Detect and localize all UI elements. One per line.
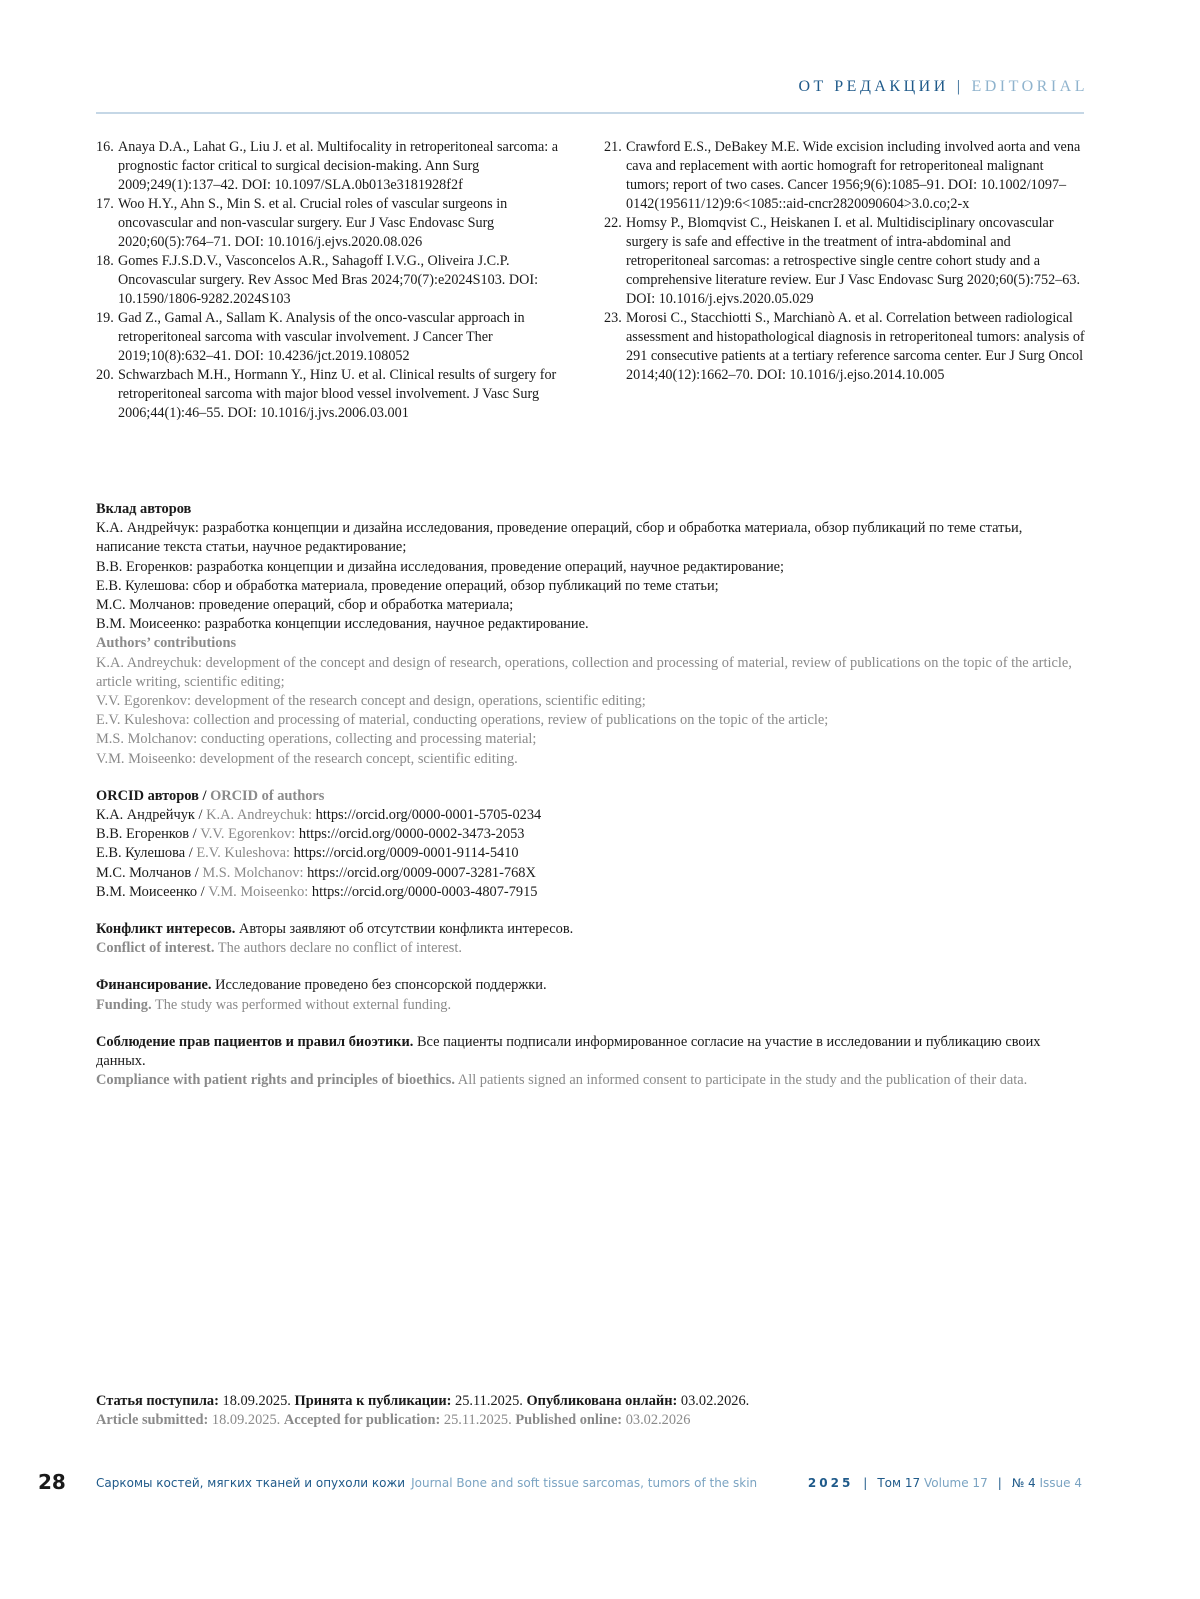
contribution-en: K.A. Andreychuk: development of the concept and design of research, operations, collection and processing of material, review of publications on the topic of the article, article writing, scientific editing; xyxy=(96,654,1072,690)
header-divider xyxy=(96,112,1084,114)
orcid-link[interactable]: https://orcid.org/0000-0002-3473-2053 xyxy=(298,826,525,843)
orcid-link[interactable]: https://orcid.org/0009-0001-9114-5410 xyxy=(293,845,519,862)
volume-ru: Том 17 xyxy=(877,1476,921,1490)
section-title-ru: ОТ РЕДАКЦИИ xyxy=(798,78,949,95)
orcid-row: Е.В. Кулешова / E.V. Kuleshova: https://orcid.org/0009-0001-9114-5410 xyxy=(96,845,519,862)
issue-info: 2025 | Том 17 Volume 17 | № 4 Issue 4 xyxy=(807,1476,1082,1490)
reference-text: Schwarzbach M.H., Hormann Y., Hinz U. et al. Clinical results of surgery for retroperitoneal sarcoma with major blood vessel involvement. J Vasc Surg 2006;44(1):46–55. DOI: 10.1016/j.jvs.2006.03.001 xyxy=(118,367,557,421)
reference-item: 18. Gomes F.J.S.D.V., Vasconcelos A.R., Sahagoff I.V.G., Oliveira J.C.P. Oncovascular surgery. Rev Assoc Med Bras 2024;70(7):e2024S103. DOI: 10.1590/1806-9282.2024S103 xyxy=(96,252,574,309)
dates-en: Article submitted: 18.09.2025. Accepted for publication: 25.11.2025. Published online: 03.02.2026 xyxy=(96,1412,691,1429)
reference-text: Gad Z., Gamal A., Sallam K. Analysis of the onco-vascular approach in retroperitoneal sarcoma with vascular involvement. J Cancer Ther 2019;10(8):632–41. DOI: 10.4236/jct.2019.108052 xyxy=(118,310,525,364)
reference-item: 20. Schwarzbach M.H., Hormann Y., Hinz U. et al. Clinical results of surgery for retroperitoneal sarcoma with major blood vessel involvement. J Vasc Surg 2006;44(1):46–55. DOI: 10.1016/j.jvs.2006.03.001 xyxy=(96,366,574,423)
conflict-section: Конфликт интересов. Авторы заявляют об отсутствии конфликта интересов. Conflict of interest. The authors declare no conflict of interest. xyxy=(96,921,574,957)
contribution-ru: В.М. Моисеенко: разработка концепции исследования, научное редактирование. xyxy=(96,616,589,633)
contribution-ru: Е.В. Кулешова: сбор и обработка материала, проведение операций, обзор публикаций по теме статьи; xyxy=(96,577,719,594)
reference-item: 21. Crawford E.S., DeBakey M.E. Wide excision including involved aorta and vena cava and replacement with aortic homograft for retroperitoneal malignant tumors; report of two cases. Cancer 1956;9(6):1085–91. DOI: 10.1002/1097–0142(195611/12)9:6<1085::aid-cncr2820090604>3.0.co;2-x xyxy=(604,138,1089,214)
references-right-column xyxy=(604,138,1089,385)
header-separator: | xyxy=(956,78,964,95)
reference-item: 22. Homsy P., Blomqvist C., Heiskanen I. et al. Multidisciplinary oncovascular surgery is safe and effective in the treatment of intra-abdominal and retroperitoneal sarcomas: a retrospective single centre cohort study and a comprehensive literature review. Eur J Vasc Endovasc Surg 2020;60(5):752–63. DOI: 10.1016/j.ejvs.2020.05.029 xyxy=(604,214,1089,309)
orcid-title: ORCID авторов / ORCID of authors xyxy=(96,787,325,804)
contribution-ru: К.А. Андрейчук: разработка концепции и дизайна исследования, проведение операций, сбор и обработка материала, обзор публикаций по теме статьи, написание текста статьи, научное редактирование; xyxy=(96,520,1023,556)
reference-item: 23. Morosi C., Stacchiotti S., Marchianò A. et al. Correlation between radiological assessment and histopathological diagnosis in retroperitoneal tumors: analysis of 291 consecutive patients at a tertiary reference sarcoma center. Eur J Surg Oncol 2014;40(12):1662–70. DOI: 10.1016/j.ejso.2014.10.005 xyxy=(604,309,1089,385)
contribution-ru: В.В. Егоренков: разработка концепции и дизайна исследования, проведение операций, научное редактирование; xyxy=(96,558,785,575)
section-header xyxy=(798,78,1088,96)
orcid-row: В.В. Егоренков / V.V. Egorenkov: https://orcid.org/0000-0002-3473-2053 xyxy=(96,826,525,843)
orcid-link[interactable]: https://orcid.org/0009-0007-3281-768X xyxy=(307,864,536,881)
section-title-en: EDITORIAL xyxy=(971,78,1088,95)
article-dates xyxy=(96,1392,1084,1430)
funding-section: Финансирование. Исследование проведено без спонсорской поддержки. Funding. The study was performed without external funding. xyxy=(96,977,547,1013)
reference-text: Crawford E.S., DeBakey M.E. Wide excision including involved aorta and vena cava and replacement with aortic homograft for retroperitoneal malignant tumors; report of two cases. Cancer 1956;9(6):1085–91. DOI: 10.1002/1097–0142(195611/12)9:6<1085::aid-cncr2820090604>3.0.co;2-x xyxy=(626,139,1081,212)
contribution-en: E.V. Kuleshova: collection and processing of material, conducting operations, review of publications on the topic of the article; xyxy=(96,712,829,729)
orcid-row: М.С. Молчанов / M.S. Molchanov: https://orcid.org/0009-0007-3281-768X xyxy=(96,864,536,881)
reference-item: 19. Gad Z., Gamal A., Sallam K. Analysis of the onco-vascular approach in retroperitoneal sarcoma with vascular involvement. J Cancer Ther 2019;10(8):632–41. DOI: 10.4236/jct.2019.108052 xyxy=(96,309,574,366)
ethics-section: Соблюдение прав пациентов и правил биоэтики. Все пациенты подписали информированное согласие на участие в исследовании и публикацию своих данных. Compliance with patient rights and principles of bioethics. All patients signed an informed consent to participate in the study and the publication of their data. xyxy=(96,1033,1041,1089)
contribution-en: V.M. Moiseenko: development of the research concept, scientific editing. xyxy=(96,750,518,767)
reference-item: 16. Anaya D.A., Lahat G., Liu J. et al. Multifocality in retroperitoneal sarcoma: a prognostic factor critical to surgical decision-making. Ann Surg 2009;249(1):137–42. DOI: 10.1097/SLA.0b013e3181928f2f xyxy=(96,138,574,195)
reference-text: Homsy P., Blomqvist C., Heiskanen I. et al. Multidisciplinary oncovascular surgery is safe and effective in the treatment of intra-abdominal and retroperitoneal sarcomas: a retrospective single centre cohort study and a comprehensive literature review. Eur J Vasc Endovasc Surg 2020;60(5):752–63. DOI: 10.1016/j.ejvs.2020.05.029 xyxy=(626,215,1081,307)
contribution-en: V.V. Egorenkov: development of the research concept and design, operations, scientific editing; xyxy=(96,693,646,710)
reference-text: Woo H.Y., Ahn S., Min S. et al. Crucial roles of vascular surgeons in oncovascular and non-vascular surgery. Eur J Vasc Endovasc Surg 2020;60(5):764–71. DOI: 10.1016/j.ejvs.2020.08.026 xyxy=(118,196,508,250)
reference-text: Anaya D.A., Lahat G., Liu J. et al. Multifocality in retroperitoneal sarcoma: a prognostic factor critical to surgical decision-making. Ann Surg 2009;249(1):137–42. DOI: 10.1097/SLA.0b013e3181928f2f xyxy=(118,139,559,193)
year: 2025 xyxy=(807,1476,854,1490)
issue-en: Issue 4 xyxy=(1039,1476,1082,1490)
page-number: 28 xyxy=(38,1470,66,1494)
article-info xyxy=(96,500,1084,1090)
journal-title: Саркомы костей, мягких тканей и опухоли кожи Journal Bone and soft tissue sarcomas, tumors of the skin xyxy=(96,1476,758,1490)
contributions-title-en: Authors’ contributions xyxy=(96,635,237,652)
orcid-row: В.М. Моисеенко / V.M. Moiseenko: https://orcid.org/0000-0003-4807-7915 xyxy=(96,883,538,900)
volume-en: Volume 17 xyxy=(923,1476,988,1490)
contributions-title-ru: Вклад авторов xyxy=(96,501,192,517)
orcid-link[interactable]: https://orcid.org/0000-0001-5705-0234 xyxy=(315,807,542,824)
issue-ru: № 4 xyxy=(1011,1476,1036,1490)
orcid-section xyxy=(96,787,1084,902)
reference-item: 17. Woo H.Y., Ahn S., Min S. et al. Crucial roles of vascular surgeons in oncovascular and non-vascular surgery. Eur J Vasc Endovasc Surg 2020;60(5):764–71. DOI: 10.1016/j.ejvs.2020.08.026 xyxy=(96,195,574,252)
reference-text: Gomes F.J.S.D.V., Vasconcelos A.R., Sahagoff I.V.G., Oliveira J.C.P. Oncovascular surgery. Rev Assoc Med Bras 2024;70(7):e2024S103. DOI: 10.1590/1806-9282.2024S103 xyxy=(118,253,539,307)
reference-text: Morosi C., Stacchiotti S., Marchianò A. et al. Correlation between radiological assessment and histopathological diagnosis in retroperitoneal tumors: analysis of 291 consecutive patients at a tertiary reference sarcoma center. Eur J Surg Oncol 2014;40(12):1662–70. DOI: 10.1016/j.ejso.2014.10.005 xyxy=(626,310,1085,383)
references-left-column xyxy=(96,138,574,423)
contribution-en: M.S. Molchanov: conducting operations, collecting and processing material; xyxy=(96,731,537,748)
orcid-row: К.А. Андрейчук / K.A. Andreychuk: https://orcid.org/0000-0001-5705-0234 xyxy=(96,807,542,824)
orcid-link[interactable]: https://orcid.org/0000-0003-4807-7915 xyxy=(311,883,538,900)
contribution-ru: М.С. Молчанов: проведение операций, сбор и обработка материала; xyxy=(96,597,514,614)
dates-ru: Статья поступила: 18.09.2025. Принята к публикации: 25.11.2025. Опубликована онлайн: 03.02.2026. xyxy=(96,1393,750,1409)
